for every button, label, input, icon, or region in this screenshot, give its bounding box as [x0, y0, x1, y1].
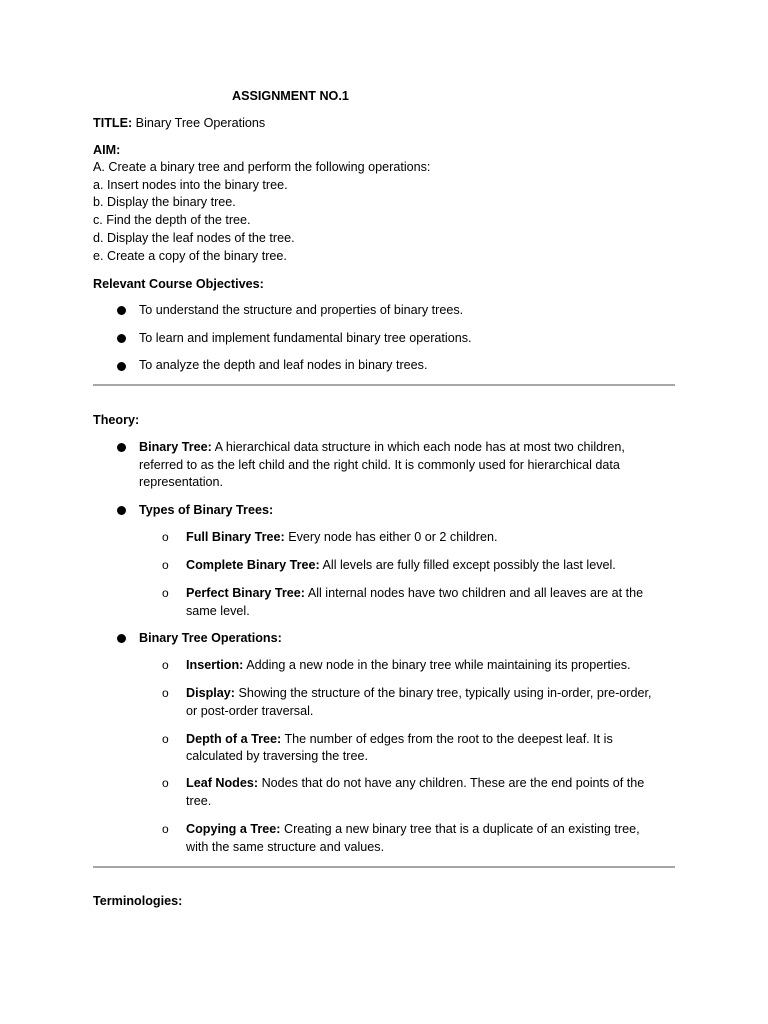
- section-divider: [93, 384, 675, 386]
- binary-tree-term: Binary Tree:: [139, 440, 212, 454]
- type-term: Full Binary Tree:: [186, 530, 285, 544]
- type-text: All levels are fully filled except possibly the last level.: [322, 558, 616, 572]
- operation-item: [186, 684, 652, 702]
- sub-bullet-icon: o: [162, 658, 169, 672]
- binary-tree-line: representation.: [139, 475, 224, 489]
- operation-term: Depth of a Tree:: [186, 732, 282, 746]
- type-item: [186, 584, 643, 602]
- assignment-title: ASSIGNMENT NO.1: [232, 89, 349, 103]
- bullet-icon: [117, 306, 126, 315]
- aim-line: A. Create a binary tree and perform the following operations:: [93, 160, 431, 174]
- sub-bullet-icon: o: [162, 686, 169, 700]
- topic-label: TITLE:: [93, 116, 133, 130]
- operation-item: [186, 656, 631, 674]
- objective-item: To analyze the depth and leaf nodes in binary trees.: [139, 358, 428, 372]
- operation-text: with the same structure and values.: [186, 840, 385, 854]
- sub-bullet-icon: o: [162, 558, 169, 572]
- sub-bullet-icon: o: [162, 586, 169, 600]
- objective-item: To understand the structure and properties of binary trees.: [139, 303, 464, 317]
- operation-text: tree.: [186, 794, 212, 808]
- operation-text: The number of edges from the root to the deepest leaf. It is: [284, 732, 613, 746]
- operation-text: Nodes that do not have any children. These are the end points of the: [261, 776, 645, 790]
- objective-item: To learn and implement fundamental binary tree operations.: [139, 331, 472, 345]
- operation-text: Showing the structure of the binary tree, typically using in-order, pre-order,: [238, 686, 652, 700]
- type-text: same level.: [186, 604, 250, 618]
- operation-item: [186, 730, 613, 748]
- operation-text: Adding a new node in the binary tree while maintaining its properties.: [246, 658, 631, 672]
- terminologies-heading: Terminologies:: [93, 894, 183, 908]
- operation-term: Display:: [186, 686, 235, 700]
- operation-text: or post-order traversal.: [186, 704, 314, 718]
- sub-bullet-icon: o: [162, 776, 169, 790]
- type-term: Perfect Binary Tree:: [186, 586, 305, 600]
- bullet-icon: [117, 506, 126, 515]
- topic-value: Binary Tree Operations: [135, 116, 266, 130]
- operation-term: Insertion:: [186, 658, 244, 672]
- types-heading: Types of Binary Trees:: [139, 503, 274, 517]
- operation-text: calculated by traversing the tree.: [186, 749, 369, 763]
- aim-heading: AIM:: [93, 143, 121, 157]
- bullet-icon: [117, 634, 126, 643]
- binary-tree-line: referred to as the left child and the right child. It is commonly used for hierarchical data: [139, 458, 620, 472]
- topic-line: [93, 114, 265, 132]
- section-divider: [93, 866, 675, 868]
- aim-line: c. Find the depth of the tree.: [93, 213, 251, 227]
- binary-tree-line: A hierarchical data structure in which each node has at most two children,: [214, 440, 625, 454]
- objectives-heading: Relevant Course Objectives:: [93, 277, 264, 291]
- bullet-icon: [117, 334, 126, 343]
- bullet-icon: [117, 443, 126, 452]
- operation-term: Copying a Tree:: [186, 822, 281, 836]
- operation-item: [186, 820, 640, 838]
- type-item: [186, 556, 616, 574]
- aim-line: a. Insert nodes into the binary tree.: [93, 178, 288, 192]
- aim-line: d. Display the leaf nodes of the tree.: [93, 231, 295, 245]
- type-term: Complete Binary Tree:: [186, 558, 320, 572]
- operation-text: Creating a new binary tree that is a duplicate of an existing tree,: [283, 822, 640, 836]
- operation-term: Leaf Nodes:: [186, 776, 259, 790]
- bullet-icon: [117, 362, 126, 371]
- type-text: All internal nodes have two children and all leaves are at the: [307, 586, 644, 600]
- type-text: Every node has either 0 or 2 children.: [288, 530, 498, 544]
- operation-item: [186, 774, 644, 792]
- sub-bullet-icon: o: [162, 530, 169, 544]
- operations-heading: Binary Tree Operations:: [139, 631, 282, 645]
- sub-bullet-icon: o: [162, 732, 169, 746]
- theory-heading: Theory:: [93, 413, 140, 427]
- aim-line: e. Create a copy of the binary tree.: [93, 249, 287, 263]
- sub-bullet-icon: o: [162, 822, 169, 836]
- binary-tree-definition: [139, 438, 625, 456]
- aim-line: b. Display the binary tree.: [93, 195, 236, 209]
- type-item: [186, 528, 498, 546]
